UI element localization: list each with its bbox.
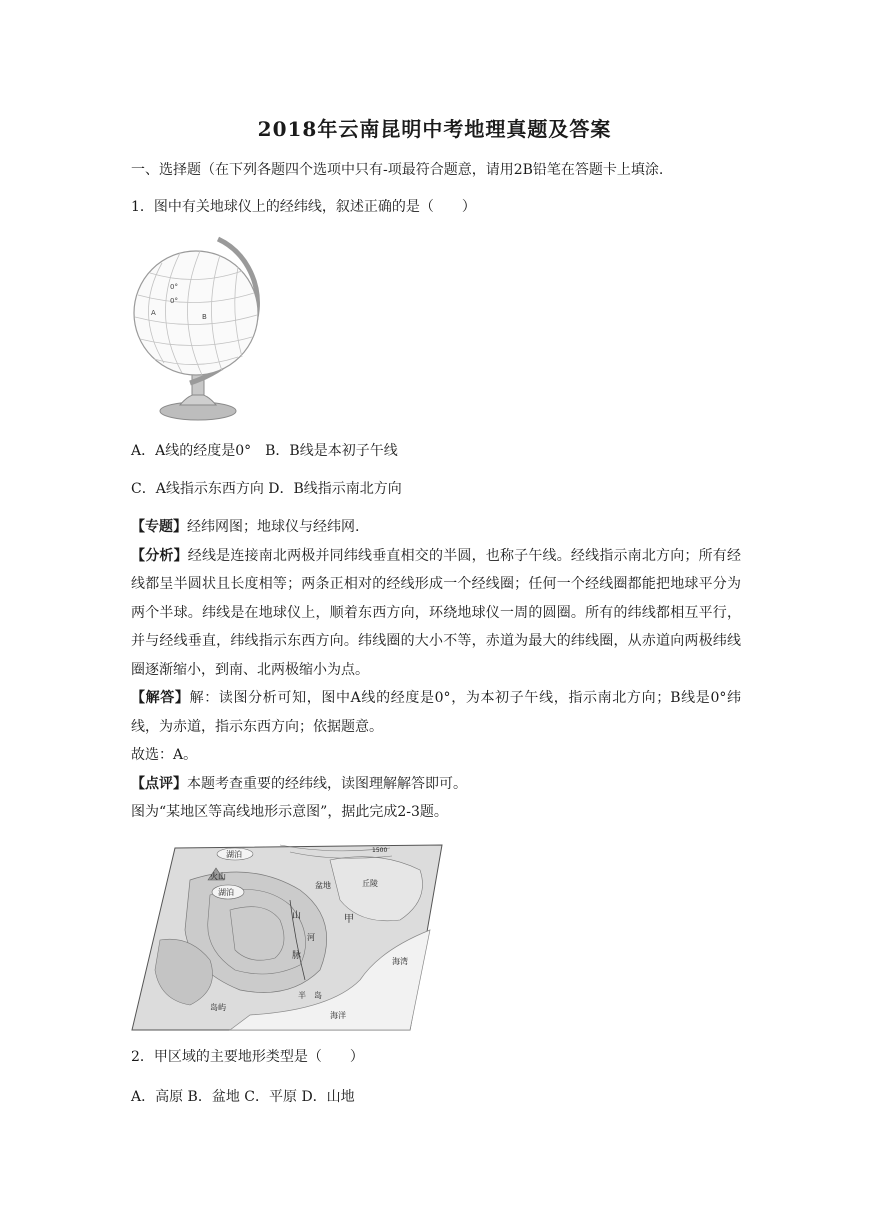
map-label-mountain-1: 山 bbox=[292, 911, 302, 921]
choice-line: 故选：A。 bbox=[131, 747, 198, 763]
map-label-peninsula-1: 半 bbox=[298, 991, 306, 1000]
globe-figure bbox=[130, 233, 280, 425]
comment-tag: 【点评】 bbox=[131, 775, 187, 792]
analysis-paragraph bbox=[131, 542, 741, 685]
page-title: 2018年云南昆明中考地理真题及答案 bbox=[257, 117, 612, 141]
map-label-river: 河 bbox=[307, 933, 315, 942]
comment-text: 本题考查重要的经纬线，读图理解解答即可。 bbox=[187, 775, 467, 792]
answer-paragraph bbox=[131, 684, 741, 741]
map-label-mountain-2: 脉 bbox=[292, 951, 302, 961]
q2-options: A．高原 B．盆地 C．平原 D．山地 bbox=[131, 1089, 355, 1105]
map-label-plateau: 甲 bbox=[344, 914, 354, 925]
analysis-tag: 【分析】 bbox=[131, 547, 188, 564]
map-label-contour: 1500 bbox=[372, 847, 388, 854]
topic-text: 经纬网图；地球仪与经纬网. bbox=[187, 519, 360, 535]
q1-options-line1: A．A线的经度是0° B．B线是本初子午线 bbox=[131, 443, 398, 459]
map-label-lake-top: 湖泊 bbox=[226, 850, 242, 859]
q2-stem: 2．甲区域的主要地形类型是（ ） bbox=[131, 1049, 364, 1065]
globe-label-a: A bbox=[151, 309, 156, 317]
map-label-bay: 海湾 bbox=[392, 957, 408, 966]
map-label-islands: 岛屿 bbox=[210, 1003, 226, 1012]
map-label-lake-left: 湖泊 bbox=[218, 888, 234, 897]
map-label-volcano: 火山 bbox=[210, 872, 226, 881]
q1-options-line2: C．A线指示东西方向 D．B线指示南北方向 bbox=[131, 481, 402, 497]
contour-map-figure bbox=[130, 840, 445, 1035]
q1-explanation bbox=[131, 513, 741, 827]
section-heading: 一、选择题（在下列各题四个选项中只有-项最符合题意，请用2B铅笔在答题卡上填涂. bbox=[131, 162, 664, 178]
q1-stem: 1．图中有关地球仪上的经纬线，叙述正确的是（ ） bbox=[131, 199, 476, 215]
topic-paragraph bbox=[131, 513, 741, 542]
analysis-text: 经线是连接南北两极并同纬线垂直相交的半圆，也称子午线。经线指示南北方向；所有经线都呈半圆状且长度相等；两条正相对的经线形成一个经线圈；任何一个经线圈都能把地球平分为两个半球。纬线是在地球仪上，顺着东西方向，环绕地球仪一周的圆圈。所有的纬线都相互平行，并与经线垂直，纬线指示东西方向。纬线圈的大小不等，赤道为最大的纬线圈，从赤道向两极纬线圈逐渐缩小，到南、北两极缩小为点。 bbox=[131, 547, 742, 678]
map-label-sea: 海洋 bbox=[330, 1011, 346, 1020]
globe-label-b: B bbox=[202, 313, 207, 321]
answer-tag: 【解答】 bbox=[131, 690, 190, 706]
map-label-peninsula-2: 岛 bbox=[314, 991, 322, 1000]
globe-label-lat: 0° bbox=[170, 283, 178, 291]
map-label-hills: 丘陵 bbox=[362, 879, 378, 888]
answer-text: 解：读图分析可知，图中A线的经度是0°，为本初子午线，指示南北方向；B线是0°纬线，为赤道，指示东西方向；依据题意。 bbox=[131, 690, 741, 735]
topic-tag: 【专题】 bbox=[131, 519, 187, 535]
comment-paragraph bbox=[131, 770, 741, 799]
globe-label-lon: 0° bbox=[170, 297, 178, 305]
map-intro: 图为“某地区等高线地形示意图”，据此完成2-3题。 bbox=[131, 804, 448, 820]
map-label-basin: 盆地 bbox=[315, 881, 331, 890]
